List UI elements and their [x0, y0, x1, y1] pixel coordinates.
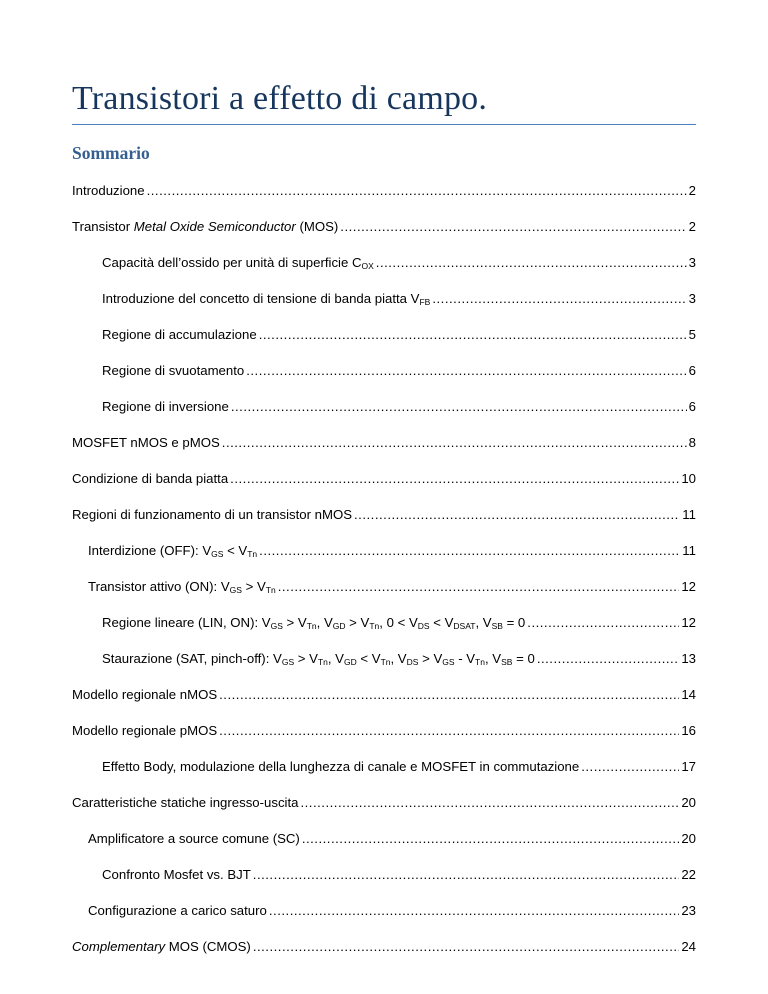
toc-page-number: 8 [688, 435, 696, 450]
toc-page-number: 10 [681, 471, 696, 486]
toc-entry-label: Effetto Body, modulazione della lunghezza di canale e MOSFET in commutazione [102, 759, 580, 774]
toc-entry-label: Transistor Metal Oxide Semiconductor (MOS) [72, 219, 339, 234]
toc-entry-condizione-banda-piatta[interactable] [72, 469, 696, 489]
toc-page-number: 17 [681, 759, 696, 774]
toc-dot-leader [537, 649, 680, 669]
toc-dot-leader [581, 757, 679, 777]
toc-dot-leader [300, 793, 679, 813]
toc-entry-label: Caratteristiche statiche ingresso-uscita [72, 795, 299, 810]
toc-page-number: 11 [682, 507, 696, 522]
toc-dot-leader [354, 505, 680, 525]
toc-entry-label: Introduzione del concetto di tensione di banda piatta $V_{FB}$ [102, 291, 431, 307]
toc-entry-label: Complementary MOS (CMOS) [72, 939, 251, 954]
toc-entry-cmos[interactable] [72, 937, 696, 957]
toc-dot-leader [253, 865, 680, 885]
toc-entry-label: Regione lineare (LIN, ON): $V_{GS} > V_{Tn}$, $V_{GD} > V_{Tn}$, $0 < V_{DS} < V_{DSAT}$, $V_{SB} = 0$ [102, 615, 526, 631]
toc-entry-modello-pmos[interactable] [72, 721, 696, 741]
toc-entry-regioni-funzionamento[interactable] [72, 505, 696, 525]
toc-dot-leader [259, 325, 687, 345]
toc-page-number: 6 [688, 363, 696, 378]
toc-entry-banda-piatta-vfb[interactable] [102, 289, 696, 309]
toc-entry-modello-nmos[interactable] [72, 685, 696, 705]
toc-dot-leader [219, 685, 679, 705]
toc-page-number: 13 [681, 651, 696, 666]
toc-page-number: 3 [688, 291, 696, 306]
toc-page-number: 2 [688, 183, 696, 198]
toc-entry-saturazione[interactable] [102, 649, 696, 669]
toc-entry-label: Interdizione (OFF): $V_{GS} < V_{Tn}$ [88, 543, 258, 559]
toc-entry-label: Regione di inversione [102, 399, 229, 414]
toc-entry-caratteristiche-statiche[interactable] [72, 793, 696, 813]
toc-page-number: 14 [681, 687, 696, 702]
toc-dot-leader [230, 469, 679, 489]
toc-page-number: 23 [681, 903, 696, 918]
toc-page-number: 2 [688, 219, 696, 234]
toc-dot-leader [147, 181, 687, 201]
toc-page-number: 5 [688, 327, 696, 342]
toc-entry-label: MOSFET nMOS e pMOS [72, 435, 220, 450]
toc-entry-label: Staurazione (SAT, pinch-off): $V_{GS} > V_{Tn}$, $V_{GD} < V_{Tn}$, $V_{DS} > V_{GS} - V_{Tn}$, $V_{SB} = 0$ [102, 651, 535, 667]
document-title: Transistori a effetto di campo. [72, 80, 488, 117]
toc-entry-label: Regioni di funzionamento di un transistor nMOS [72, 507, 353, 522]
toc-entry-carico-saturo[interactable] [88, 901, 696, 921]
toc-entry-inversione[interactable] [102, 397, 696, 417]
toc-dot-leader [269, 901, 679, 921]
toc-entry-label: Capacità dell’ossido per unità di superficie $C_{OX}$ [102, 255, 374, 271]
toc-entry-label: Amplificatore a source comune (SC) [88, 831, 300, 846]
toc-dot-leader [259, 541, 680, 561]
toc-page-number: 11 [682, 543, 696, 558]
toc-dot-leader [278, 577, 680, 597]
toc-entry-label: Configurazione a carico saturo [88, 903, 267, 918]
toc-page-number: 24 [681, 939, 696, 954]
toc-entry-effetto-body[interactable] [102, 757, 696, 777]
toc-page-number: 20 [681, 795, 696, 810]
toc-entry-label: Confronto Mosfet vs. BJT [102, 867, 251, 882]
toc-dot-leader [253, 937, 680, 957]
toc-entry-interdizione[interactable] [88, 541, 696, 561]
toc-entry-label: Regione di svuotamento [102, 363, 245, 378]
toc-page-number: 12 [681, 579, 696, 594]
toc-entry-label: Condizione di banda piatta [72, 471, 229, 486]
toc-dot-leader [527, 613, 679, 633]
toc-page-number: 6 [688, 399, 696, 414]
title-underline [72, 124, 696, 125]
toc-entry-confronto-mosfet-bjt[interactable] [102, 865, 696, 885]
toc-entry-label: Transistor attivo (ON): $V_{GS} > V_{Tn}$ [88, 579, 276, 595]
toc-dot-leader [340, 217, 686, 237]
toc-page-number: 20 [681, 831, 696, 846]
toc-entry-regione-lineare[interactable] [102, 613, 696, 633]
toc-dot-leader [376, 253, 687, 273]
toc-entry-label: Regione di accumulazione [102, 327, 257, 342]
toc-entry-transistor-attivo[interactable] [88, 577, 696, 597]
toc-entry-accumulazione[interactable] [102, 325, 696, 345]
toc-entry-mosfet-nmos-pmos[interactable] [72, 433, 696, 453]
toc-dot-leader [222, 433, 687, 453]
toc-dot-leader [231, 397, 687, 417]
toc-page-number: 22 [681, 867, 696, 882]
toc-page-number: 12 [681, 615, 696, 630]
toc-dot-leader [219, 721, 679, 741]
toc-page-number: 3 [688, 255, 696, 270]
toc-entry-introduzione[interactable] [72, 181, 696, 201]
toc-entry-capacita-ossido[interactable] [102, 253, 696, 273]
toc-dot-leader [246, 361, 686, 381]
toc-dot-leader [302, 829, 680, 849]
toc-heading: Sommario [72, 143, 150, 163]
toc-entry-label: Modello regionale pMOS [72, 723, 218, 738]
toc-dot-leader [432, 289, 686, 309]
toc-entry-svuotamento[interactable] [102, 361, 696, 381]
toc-entry-label: Introduzione [72, 183, 145, 198]
toc-entry-amplificatore-sc[interactable] [88, 829, 696, 849]
toc-entry-transistor-mos[interactable] [72, 217, 696, 237]
toc-page-number: 16 [681, 723, 696, 738]
toc-entry-label: Modello regionale nMOS [72, 687, 218, 702]
